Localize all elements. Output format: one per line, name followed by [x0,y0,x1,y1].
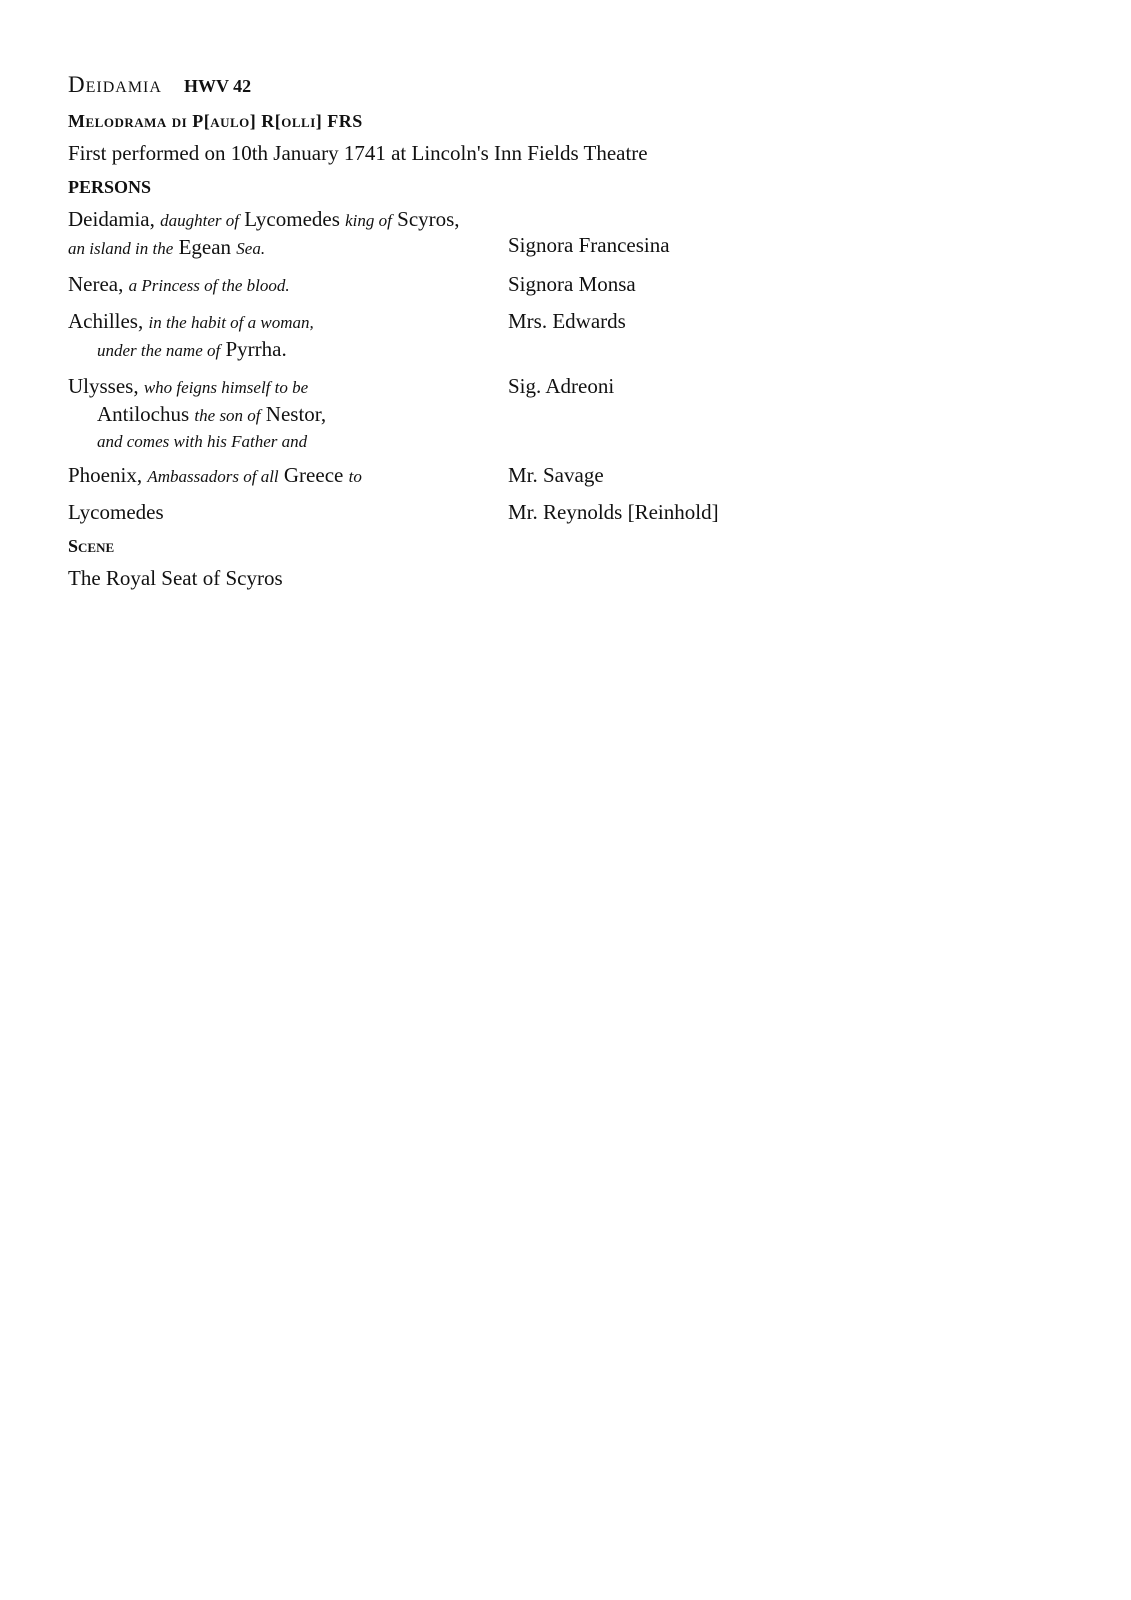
singer-name: Mr. Savage [508,463,604,487]
singer-name: Mr. Reynolds [Reinhold] [508,500,719,524]
character-name: Achilles, [68,309,144,333]
character-name: Phoenix, [68,463,143,487]
role-nerea [68,271,1068,299]
catalogue-number: HWV 42 [183,76,252,96]
role-achilles [68,308,1068,364]
role-description: Phoenix, Ambassadors of all Greece to [68,463,362,487]
persons-heading: PERSONS [68,177,152,197]
role-description [68,499,508,525]
role-phoenix [68,462,1068,490]
role-ulysses [68,373,1068,453]
role-description: Nerea, a Princess of the blood. [68,272,290,296]
subtitle: Melodrama di P[aulo] R[olli] FRS [68,111,363,131]
opera-title: Deidamia [68,72,162,97]
document-page [68,68,1068,593]
singer-name: Signora Monsa [508,272,636,296]
singer-name: Mrs. Edwards [508,309,626,333]
role-deidamia [68,206,1068,262]
premiere-note: First performed on 10th January 1741 at Lincoln's Inn Fields Theatre [68,141,648,165]
scene-heading: Scene [68,536,115,556]
singer-name: Signora Francesina [508,233,670,257]
role-description: Achilles, in the habit of a woman, under the name of Pyrrha. [68,309,314,361]
role-description: Deidamia, daughter of Lycomedes king of Scyros, an island in the Egean Sea. [68,207,460,259]
role-lycomedes [68,499,1068,525]
character-name: Deidamia, [68,207,155,231]
character-name: Nerea, [68,272,124,296]
title [68,68,1068,102]
character-name: Lycomedes [68,500,164,524]
singer-name: Sig. Adreoni [508,374,615,398]
character-name: Ulysses, [68,374,139,398]
scene-description: The Royal Seat of Scyros [68,566,283,590]
role-description: Ulysses, who feigns himself to be Antilochus the son of Nestor, and comes with his Father and [68,374,327,451]
